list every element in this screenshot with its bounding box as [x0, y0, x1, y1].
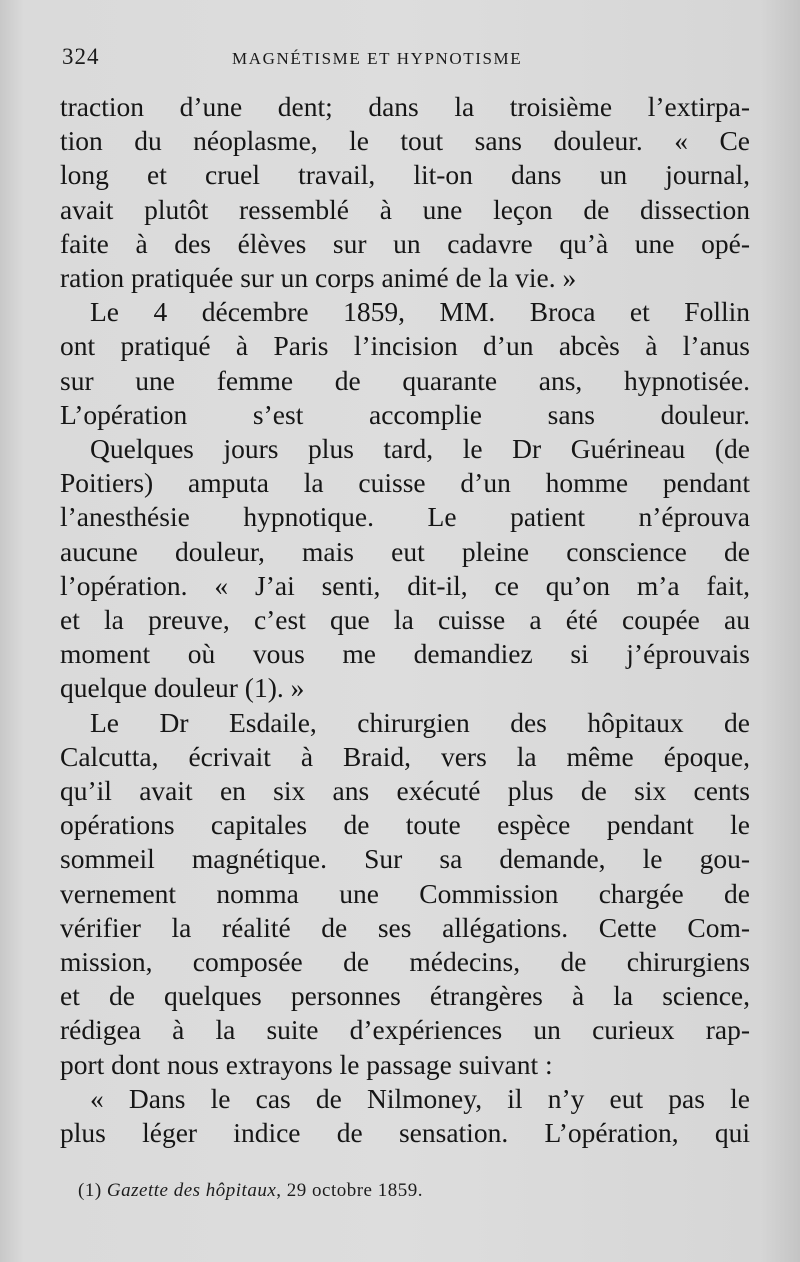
- text-line: L’opération s’est accomplie sans douleur.: [60, 398, 750, 430]
- text-line: aucune douleur, mais eut pleine conscience de: [60, 535, 750, 567]
- text-line: sur une femme de quarante ans, hypnotisée.: [60, 364, 750, 396]
- text-line: moment où vous me demandiez si j’éprouvais: [60, 638, 750, 670]
- text-line: qu’il avait en six ans exécuté plus de six cents: [60, 775, 750, 807]
- running-title: MAGNÉTISME ET HYPNOTISME: [232, 49, 523, 68]
- text-line: l’anesthésie hypnotique. Le patient n’éprouva: [60, 501, 750, 533]
- paragraph-start-line: Quelques jours plus tard, le Dr Guérineau (de: [90, 433, 750, 465]
- text-line: Calcutta, écrivait à Braid, vers la même époque,: [60, 740, 750, 772]
- text-line: et la preuve, c’est que la cuisse a été coupée au: [60, 604, 750, 636]
- text-line: avait plutôt ressemblé à une leçon de dissection: [60, 193, 750, 225]
- page-number: 324: [62, 44, 100, 69]
- paragraph-start-line: « Dans le cas de Nilmoney, il n’y eut pas le: [90, 1082, 750, 1114]
- footnote-marker: (1): [78, 1180, 102, 1201]
- text-line: ont pratiqué à Paris l’incision d’un abcès à l’anus: [60, 330, 750, 362]
- text-line: quelque douleur (1). »: [60, 672, 305, 704]
- text-line: sommeil magnétique. Sur sa demande, le gou-: [60, 843, 750, 875]
- text-line: Poitiers) amputa la cuisse d’un homme pendant: [60, 467, 750, 499]
- text-line: plus léger indice de sensation. L’opération, qui: [60, 1117, 750, 1149]
- text-line: et de quelques personnes étrangères à la science,: [60, 980, 750, 1012]
- text-line: ration pratiquée sur un corps animé de la vie. »: [60, 262, 577, 294]
- paragraph-start-line: Le Dr Esdaile, chirurgien des hôpitaux de: [90, 706, 750, 738]
- text-line: tion du néoplasme, le tout sans douleur. « Ce: [60, 125, 750, 157]
- running-head: [62, 44, 752, 74]
- text-line: vernement nomma une Commission chargée de: [60, 877, 750, 909]
- text-line: l’opération. « J’ai senti, dit-il, ce qu’on m’a fait,: [60, 569, 750, 601]
- paragraph-start-line: Le 4 décembre 1859, MM. Broca et Follin: [90, 296, 750, 328]
- text-line: long et cruel travail, lit-on dans un journal,: [60, 159, 750, 191]
- text-line: mission, composée de médecins, de chirurgiens: [60, 946, 750, 978]
- footnote: [78, 1180, 423, 1202]
- text-line: port dont nous extrayons le passage suivant :: [60, 1048, 553, 1080]
- footnote-source: Gazette des hôpitaux: [106, 1180, 277, 1201]
- text-line: opérations capitales de toute espèce pendant le: [60, 809, 750, 841]
- text-line: traction d’une dent; dans la troisième l’extirpa-: [60, 91, 750, 122]
- text-line: vérifier la réalité de ses allégations. Cette Com-: [60, 911, 750, 943]
- footnote-date: , 29 octobre 1859.: [276, 1180, 423, 1201]
- body-text: [60, 90, 750, 1150]
- text-line: rédigea à la suite d’expériences un curieux rap-: [60, 1014, 750, 1046]
- text-line: faite à des élèves sur un cadavre qu’à une opé-: [60, 227, 750, 259]
